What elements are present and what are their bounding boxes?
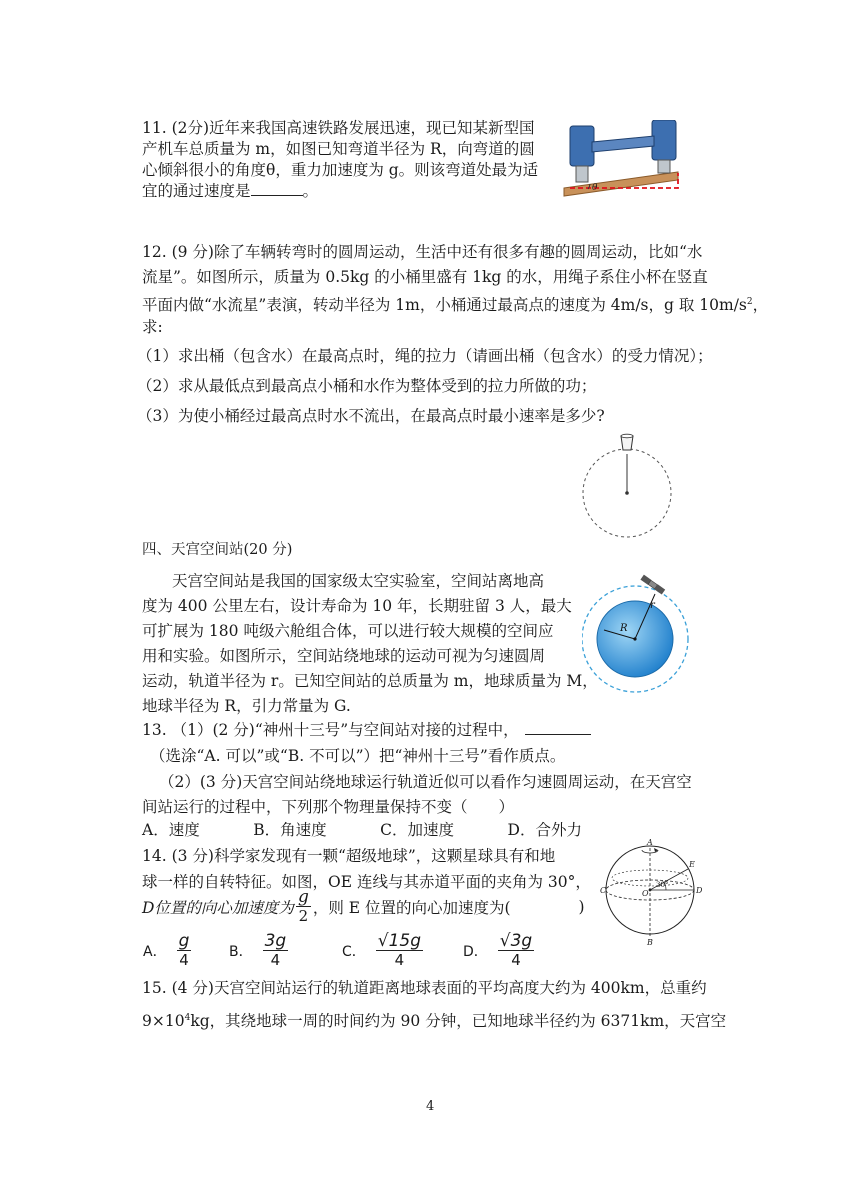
question-12-sub1: （1）求出桶（包含水）在最高点时，绳的拉力（请画出桶（包含水）的受力情况）； [137,347,713,365]
question-13-options [142,820,582,840]
q15-line2b: kg，其绕地球一周的时间约为 90 分钟，已知地球半径约为 6371km，天宫空 [190,1012,727,1031]
question-12-line2: 流星”。如图所示，质量为 0.5kg 的小桶里盛有 1kg 的水，用绳子系住小杯在竖直 [142,268,708,286]
q15-superscript: 4 [184,1013,191,1023]
orbit-r-label: r [650,600,655,611]
option-label: C． [342,943,366,960]
section-4-p3: 可扩展为 180 吨级六舱组合体，可以进行较大规模的空间应 [142,622,554,640]
fraction-numerator: g [297,887,309,907]
option-numerator: √3g [499,931,533,951]
page-number: 4 [426,1099,435,1114]
space-station-figure [582,572,692,702]
q14-option-b[interactable] [229,932,290,969]
q14-option-a[interactable] [143,932,193,969]
question-13-line2: （选涂“A. 可以”或“B. 不可以”）把“神州十三号”看作质点。 [150,747,566,765]
option-a[interactable]: A．速度 [142,821,200,839]
option-label: B． [229,943,253,960]
section-4-p4: 用和实验。如图所示，空间站绕地球的运动可视为匀速圆周 [142,647,546,665]
question-13-line4: 间站运行的过程中，下列那个物理量保持不变（ ） [142,798,515,816]
q14-line3c: ) [578,897,585,916]
question-15-line2 [142,1008,726,1031]
answer-blank[interactable] [525,734,591,735]
option-numerator: g [178,931,190,951]
label-b: B [647,938,653,947]
super-earth-figure [600,836,720,948]
option-numerator: √15g [377,931,422,951]
option-denominator: 4 [179,951,189,969]
q12-line3-text: 平面内做“水流星”表演，转动半径为 1m，小桶通过最高点的速度为 4m/s，g 取 10m/s [142,296,747,315]
question-12-line3 [142,292,768,315]
option-d[interactable]: D．合外力 [507,821,582,839]
water-bucket-figure [580,432,680,544]
option-label: D． [463,943,488,960]
theta-label: θ [592,183,598,193]
q12-line3-end: ， [752,296,769,315]
option-denominator: 4 [511,951,521,969]
question-14-line3 [142,888,585,925]
q13-line1-text: 13. （1）(2 分)“神州十三号”与空间站对接的过程中， [142,721,519,739]
q14-option-d[interactable] [463,932,536,969]
q14-line3b: ，则 E 位置的向心加速度为( [312,898,511,917]
space-station-icon [640,575,665,595]
option-label: A． [143,943,167,960]
label-c: C [600,886,607,895]
section-4-p6: 地球半径为 R，引力常量为 G. [142,697,351,715]
question-14-line1: 14. (3 分)科学家发现有一颗“超级地球”，这颗星球具有和地 [142,847,556,865]
label-o: O [642,889,649,898]
label-d: D [696,886,703,895]
label-e: E [689,860,695,869]
q14-option-c[interactable] [342,932,425,969]
option-denominator: 4 [270,951,281,969]
section-4-p5: 运动，轨道半径为 r。已知空间站的总质量为 m，地球质量为 M， [142,672,598,690]
locomotive-figure [560,120,690,198]
q14-line3a: D位置的向心加速度为 [142,898,294,917]
question-11-end: 。 [302,182,319,200]
fraction-denominator: 2 [298,907,309,925]
q12-superscript: 2 [746,297,753,307]
option-denominator: 4 [394,951,405,969]
section-4-p1: 天宫空间站是我国的国家级太空实验室，空间站离地高 [172,572,545,590]
section-4-heading: 四、天宫空间站(20 分) [142,542,293,558]
answer-blank[interactable] [251,195,303,196]
question-13-line1 [142,720,591,740]
question-11 [142,118,542,202]
question-15-line1: 15. (4 分)天宫空间站运行的轨道距离地球表面的平均高度大约为 400km，总重约 [142,979,707,997]
q15-line2a: 9×10 [142,1012,185,1031]
radius-R-label: R [620,623,628,634]
question-11-text: 11. (2分)近年来我国高速铁路发展迅速，现已知某新型国产机车总质量为 m，如图已知弯道半径为 R，向弯道的圆心倾斜很小的角度θ，重力加速度为 g。则该弯道处最为适宜的通过速度是 [142,119,539,200]
question-12-sub2: （2）求从最低点到最高点小桶和水作为整体受到的拉力所做的功； [137,377,597,395]
option-numerator: 3g [264,931,287,951]
option-c[interactable]: C．加速度 [380,821,455,839]
label-a: A [647,838,653,847]
section-4-p2: 度为 400 公里左右，设计寿命为 10 年，长期驻留 3 人，最大 [142,597,572,615]
question-14-line2: 球一样的自转特征。如图，OE 连线与其赤道平面的夹角为 30°， [142,873,591,891]
angle-label: 30° [656,881,669,889]
fraction-g-over-2 [296,888,311,925]
option-b[interactable]: B．角速度 [253,821,327,839]
question-12-line4: 求: [142,318,163,336]
question-13-line3: （2）(3 分)天宫空间站绕地球运行轨道近似可以看作匀速圆周运动，在天宫空 [159,773,692,791]
question-12-line1: 12. (9 分)除了车辆转弯时的圆周运动，生活中还有很多有趣的圆周运动，比如“水 [142,243,703,261]
question-12-sub3: （3）为使小桶经过最高点时水不流出，在最高点时最小速率是多少? [137,407,605,425]
